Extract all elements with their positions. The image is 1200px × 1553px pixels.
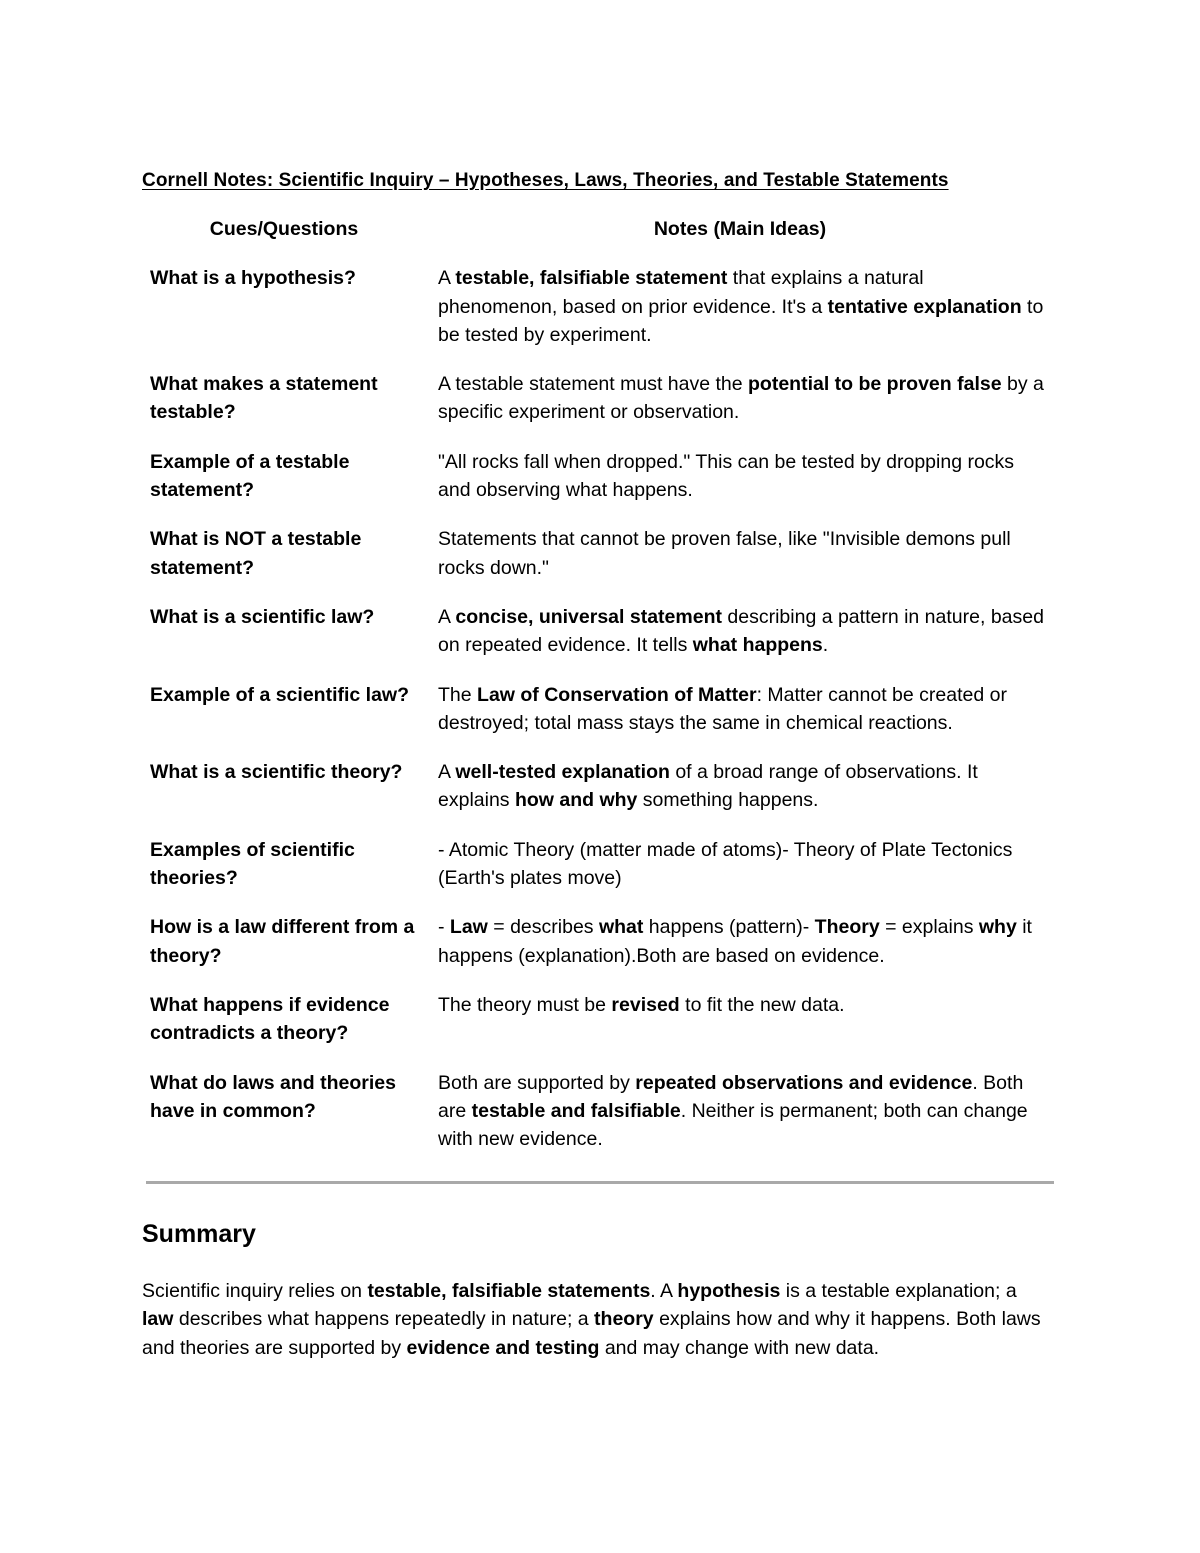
text-segment: Scientific inquiry relies on xyxy=(142,1280,368,1302)
bold-text-segment: hypothesis xyxy=(677,1280,781,1302)
bold-text-segment: how and why xyxy=(514,789,638,812)
bold-text-segment: why xyxy=(978,916,1017,939)
cue-question: What happens if evidence contradicts a theory? xyxy=(150,993,390,1045)
bold-text-segment: potential to be proven false xyxy=(748,373,1002,396)
note-main-idea xyxy=(426,525,1054,603)
cornell-notes-table xyxy=(142,213,1054,1174)
text-segment: A xyxy=(438,267,456,290)
text-segment: . xyxy=(822,634,829,657)
bold-text-segment: Law of Conservation of Matter xyxy=(477,683,757,706)
text-segment: describes what happens repeatedly in nature; a xyxy=(173,1308,595,1331)
table-row xyxy=(142,991,1054,1069)
bold-text-segment: revised xyxy=(611,993,680,1016)
text-segment: . A xyxy=(650,1280,678,1302)
bold-text-segment: testable, falsifiable statement xyxy=(455,267,728,290)
table-row xyxy=(142,264,1054,370)
cues-column-header: Cues/Questions xyxy=(209,218,359,240)
note-main-idea xyxy=(426,448,1054,526)
cue-question: What is a scientific law? xyxy=(150,605,375,628)
bold-text-segment: repeated observations and evidence xyxy=(635,1071,973,1094)
text-segment: The xyxy=(438,683,478,706)
table-row xyxy=(142,1069,1054,1175)
note-main-idea xyxy=(426,603,1054,681)
cue-question: What do laws and theories have in common? xyxy=(150,1071,396,1122)
table-header-row xyxy=(142,213,1054,264)
text-segment: - Atomic Theory (matter made of atoms)- Theory of Plate Tectonics (Earth's plates move) xyxy=(438,838,1013,890)
text-segment: A testable statement must have the xyxy=(438,373,749,396)
text-segment: happens (pattern)- xyxy=(643,916,815,939)
text-segment: that explains a natural phenomenon, based on prior evidence. It's a xyxy=(438,267,924,318)
text-segment: of a broad range of observations. It explains xyxy=(438,761,978,812)
bold-text-segment: testable, falsifiable statements xyxy=(367,1280,651,1302)
summary-text xyxy=(142,1277,1042,1362)
bold-text-segment: concise, universal statement xyxy=(455,605,722,628)
table-row xyxy=(142,448,1054,526)
text-segment: The theory must be xyxy=(438,993,612,1016)
note-main-idea xyxy=(426,370,1054,448)
text-segment: "All rocks fall when dropped." This can be tested by dropping rocks and observing what happens. xyxy=(438,450,1015,502)
text-segment: A xyxy=(438,761,456,784)
text-segment: by a specific experiment or observation. xyxy=(438,373,1044,424)
text-segment: and may change with new data. xyxy=(599,1336,880,1359)
bold-text-segment: law xyxy=(142,1308,174,1331)
bold-text-segment: what happens xyxy=(692,634,823,657)
bold-text-segment: what xyxy=(598,916,644,939)
text-segment: describing a pattern in nature, based on repeated evidence. It tells xyxy=(438,605,1044,657)
text-segment: : Matter cannot be created or destroyed; total mass stays the same in chemical reactions. xyxy=(438,683,1007,734)
bold-text-segment: tentative explanation xyxy=(827,295,1022,318)
cue-question: Examples of scientific theories? xyxy=(150,838,355,890)
text-segment: - xyxy=(438,916,450,939)
text-segment: . Neither is permanent; both can change with new evidence. xyxy=(438,1099,1028,1151)
cue-question: What is a scientific theory? xyxy=(150,761,403,784)
text-segment: to fit the new data. xyxy=(679,993,845,1016)
cue-question: Example of a scientific law? xyxy=(150,683,410,706)
text-segment: something happens. xyxy=(637,789,819,812)
table-row xyxy=(142,681,1054,759)
note-main-idea xyxy=(426,681,1054,759)
text-segment: Statements that cannot be proven false, like "Invisible demons pull rocks down." xyxy=(438,528,1011,579)
notes-column-header: Notes (Main Ideas) xyxy=(653,218,827,240)
note-main-idea xyxy=(426,836,1054,914)
bold-text-segment: well-tested explanation xyxy=(455,761,670,784)
table-row xyxy=(142,370,1054,448)
cue-question: What is NOT a testable statement? xyxy=(150,528,362,579)
text-segment: explains how and why it happens. Both laws and theories are supported by xyxy=(142,1308,1041,1359)
bold-text-segment: Law xyxy=(449,916,488,939)
bold-text-segment: theory xyxy=(594,1308,654,1331)
note-main-idea xyxy=(426,758,1054,836)
table-row xyxy=(142,913,1054,991)
table-row xyxy=(142,758,1054,836)
page-title: Cornell Notes: Scientific Inquiry – Hypotheses, Laws, Theories, and Testable Statements xyxy=(142,170,949,191)
note-main-idea xyxy=(426,991,1054,1069)
text-segment: = explains xyxy=(879,916,979,939)
text-segment: . Both are xyxy=(438,1071,1024,1122)
cue-question: What is a hypothesis? xyxy=(150,267,356,290)
text-segment: = describes xyxy=(487,916,599,939)
summary-heading: Summary xyxy=(142,1220,256,1248)
text-segment: Both are supported by xyxy=(438,1071,636,1094)
bold-text-segment: testable and falsifiable xyxy=(471,1099,681,1122)
cue-question: How is a law different from a theory? xyxy=(150,916,415,967)
notes-table-body xyxy=(142,264,1054,1174)
table-row xyxy=(142,836,1054,914)
text-segment: is a testable explanation; a xyxy=(780,1280,1017,1302)
section-divider xyxy=(146,1181,1054,1184)
text-segment: it happens (explanation).Both are based on evidence. xyxy=(438,916,1032,967)
note-main-idea xyxy=(426,264,1054,370)
bold-text-segment: Theory xyxy=(814,916,880,939)
text-segment: A xyxy=(438,605,456,628)
cue-question: What makes a statement testable? xyxy=(150,373,378,424)
table-row xyxy=(142,525,1054,603)
cue-question: Example of a testable statement? xyxy=(150,450,350,502)
table-row xyxy=(142,603,1054,681)
bold-text-segment: evidence and testing xyxy=(406,1336,600,1359)
note-main-idea xyxy=(426,1069,1054,1175)
note-main-idea xyxy=(426,913,1054,991)
text-segment: to be tested by experiment. xyxy=(438,295,1044,346)
